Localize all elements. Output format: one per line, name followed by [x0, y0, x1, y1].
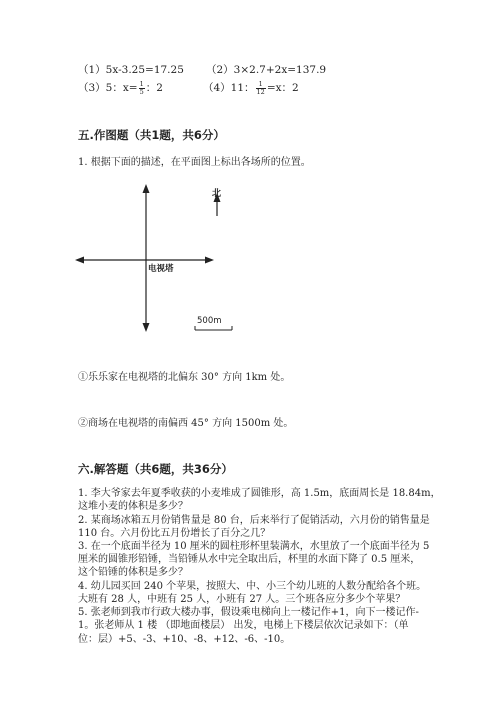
answer-line: 5. 张老师到我市行政大楼办事，假设乘电梯向上一楼记作+1，向下一楼记作- [78, 607, 419, 618]
equation-4-prefix: （4）11： [203, 82, 255, 94]
question-5-1: 1. 根据下面的描述，在平面图上标出各场所的位置。 [78, 157, 311, 168]
north-label: 北 [212, 189, 222, 199]
fraction-numerator: 1 [139, 79, 144, 88]
answer-line: 1. 李大爷家去年夏季收获的小麦堆成了圆锥形，高 1.5m，底面周长是 18.84m， [78, 488, 441, 499]
answer-line: 位：层）+5、-3、+10、-8、+12、-6、-10。 [78, 634, 291, 645]
answer-line: 大班有 28 人，中班有 25 人，小班有 27 人。三个班各应分多少个苹果？ [78, 594, 406, 605]
section-5-title: 五.作图题（共1题，共6分） [78, 128, 225, 142]
answer-line: 110 台。六月份比五月份增长了百分之几？ [78, 528, 271, 539]
answer-line: 这个铅锤的体积是多少？ [78, 567, 188, 578]
equation-4-fraction [256, 81, 266, 96]
fraction-denominator: 5 [139, 87, 144, 96]
answer-line: 1。张老师从 1 楼 （即地面楼层） 出发，电梯上下楼层依次记录如下：（单 [78, 620, 409, 631]
answer-line: 厘米的圆锥形铅锤，当铅锤从水中完全取出后，杯里的水面下降了 0.5 厘米， [78, 554, 421, 565]
equation-4 [203, 80, 299, 96]
scale-label: 500m [197, 316, 222, 326]
equation-3-suffix: ：2 [145, 82, 163, 94]
answer-line: 2. 某商场冰箱五月份销售量是 80 台，后来举行了促销活动，六月份的销售量是 [78, 515, 430, 526]
fraction-numerator: 1 [256, 81, 266, 89]
tv-tower-label: 电视塔 [148, 264, 174, 274]
fraction-denominator: 12 [256, 87, 265, 96]
horizontal-axis [75, 257, 214, 264]
answer-line: 4. 幼儿园买回 240 个苹果，按照大、中、小三个幼儿班的人数分配给各个班。 [78, 581, 427, 592]
answer-line: 这堆小麦的体积是多少？ [78, 501, 188, 512]
vertical-axis [143, 184, 150, 332]
equation-4-suffix: =x：2 [266, 82, 299, 94]
location-item-1: ①乐乐家在电视塔的北偏东 30° 方向 1km 处。 [78, 372, 291, 383]
equation-3-prefix: （3）5：x= [78, 82, 138, 94]
equation-2: （2）3×2.7+2x=137.9 [206, 64, 327, 76]
location-item-2: ②商场在电视塔的南偏西 45° 方向 1500m 处。 [78, 418, 294, 429]
equation-1: （1）5x-3.25=17.25 [78, 64, 184, 76]
answer-line: 3. 在一个底面半径为 10 厘米的圆柱形杯里装满水，水里放了一个底面半径为 5 [78, 541, 430, 552]
scale-bar [195, 326, 232, 330]
equation-3 [78, 80, 163, 96]
section-6-title: 六.解答题（共6题，共36分） [78, 462, 233, 476]
equation-3-fraction [139, 81, 145, 96]
